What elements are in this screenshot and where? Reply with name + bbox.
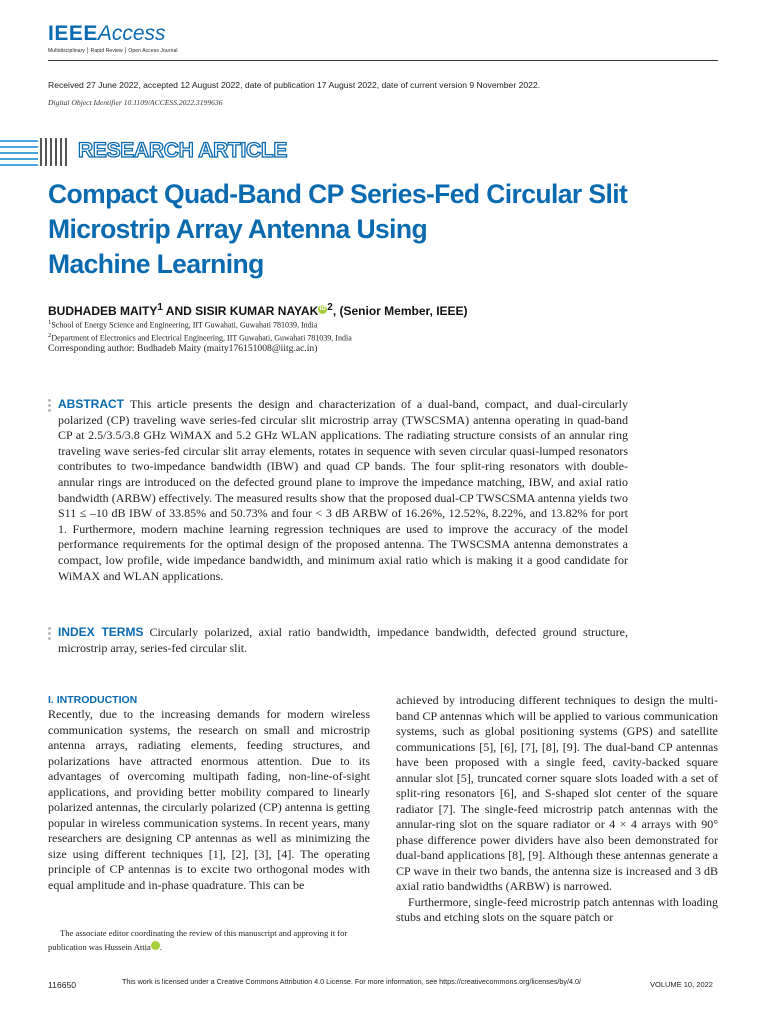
- editor-footnote: The associate editor coordinating the review of this manuscript and approving it for publication was Hussein Attia iD.: [48, 928, 348, 952]
- body-paragraph: achieved by introducing different techniques to design the multi-band CP antennas which will be applied to various communication systems, such as global positioning systems (GPS) and satellite communications [5], [6], [7], [8], [9]. The dual-band CP antennas have been proposed with a single feed, cavity-backed square annular slot [5], truncated corner square slots loaded with a set of split-ring resonators [6], and S-shaped slot center of the square radiator [7]. The single-feed microstrip patch antennas with the annular-ring slot on the square radiator or 4 × 4 arrays with 90° phase difference power dividers have also been demonstrated for dual-band applications [8], [9]. Although these antennas generate a CP wave in their two bands, the antenna size is increased and 3 dB axial ratio bandwidths (ARBW) is narrowed.: [396, 693, 718, 893]
- journal-name-bold: IEEE: [48, 22, 98, 45]
- affiliations: [48, 318, 352, 343]
- abstract-dots-icon: [48, 399, 51, 414]
- affiliation-marker: 1: [157, 302, 163, 313]
- doi-line: Digital Object Identifier 10.1109/ACCESS.2022.3199636: [48, 98, 223, 107]
- body-paragraph: Furthermore, single-feed microstrip patch antennas with loading stubs and etching slots on the square patch or: [396, 894, 718, 924]
- corresponding-author: Corresponding author: Budhadeb Maity (maity176151008@iitg.ac.in): [48, 343, 318, 354]
- left-column: [48, 693, 370, 893]
- license-notice[interactable]: This work is licensed under a Creative Commons Attribution 4.0 License. For more information, see https://creativecommons.org/licenses/by/4.0/: [122, 977, 582, 986]
- section-heading: I. INTRODUCTION: [48, 694, 138, 706]
- affiliation-item: [48, 331, 352, 344]
- author-name: BUDHADEB MAITY: [48, 304, 158, 318]
- abstract: [58, 397, 628, 584]
- author-membership: , (Senior Member, IEEE): [332, 304, 468, 318]
- abstract-label: ABSTRACT: [58, 397, 124, 411]
- index-terms: [58, 625, 628, 656]
- affiliation-item: [48, 318, 352, 331]
- footnote-text: The associate editor coordinating the review of this manuscript and approving it for publication was Hussein Attia: [48, 928, 348, 952]
- body-paragraph: Recently, due to the increasing demands for modern wireless communication systems, the research on small and microstrip antenna arrays, radiating elements, feeding structures, and polarizations have attracted enormous attention. Due to its advantages of overcoming multipath fading, non-line-of-sight applications, and providing better mobility compared to linearly polarized antennas, the circularly polarized (CP) antenna is getting popular in wireless communication systems. In recent years, many researchers are designing CP antennas as well as minimizing the size using different techniques [1], [2], [3], [4]. The operating principle of CP antennas is to excite two orthogonal modes with equal amplitude and in-phase quadrature. This can be: [48, 707, 370, 892]
- received-dates: Received 27 June 2022, accepted 12 August 2022, date of publication 17 August 2022, date of current version 9 November 2022.: [48, 80, 541, 90]
- title-line: Machine Learning: [48, 249, 264, 279]
- journal-tagline: Multidisciplinary ⎮ Rapid Review ⎮ Open Access Journal: [48, 48, 178, 54]
- page-number: 116650: [48, 980, 77, 990]
- header-divider: [48, 60, 718, 61]
- affiliation-number: 2: [48, 331, 52, 339]
- volume-info: VOLUME 10, 2022: [650, 980, 713, 989]
- orcid-icon[interactable]: iD: [319, 306, 326, 312]
- orcid-icon[interactable]: iD: [151, 941, 160, 950]
- abstract-text: This article presents the design and characterization of a dual-band, compact, and dual-circularly polarized (CP) traveling wave series-fed circular slit microstrip array (TWSCSMA) antenna operating in quad-band CP at 2.5/3.5/3.8 GHz WiMAX and 5.2 GHz WLAN applications. The radiating structure consists of an annular ring traveling wave series-fed circular slit array elements, rotates in sequence with seven circular quasi-lumped resonators contributes to two-impedance bandwidth (IBW) and quad CP bands. The four split-ring resonators with double-annular rings are introduced on the defected ground plane to improve the impedance matching, IBW, and axial ratio bandwidth (ARBW) effectively. The measured results show that the proposed dual-CP TWSCSMA antenna yields two S11 ≤ –10 dB IBW of 33.85% and 50.73% and four < 3 dB ARBW of 16.26%, 12.52%, 8.22%, and 13.82% for port 1. Furthermore, modern machine learning regression techniques are used to improve the accuracy of the model performance requirements for the optimal design of the proposed antenna. The TWSCSMA antenna demonstrates a compact, low profile, wide impedance bandwidth, and minimum axial ratio which is making it a good candidate for WiMAX and WLAN applications.: [58, 397, 628, 583]
- article-type-banner: RESEARCH ARTICLE: [78, 139, 288, 162]
- affiliation-number: 1: [48, 319, 52, 326]
- title-line: Compact Quad-Band CP Series-Fed Circular Slit: [48, 179, 628, 209]
- journal-name-italic: Access: [97, 22, 166, 45]
- banner-lines-graphic: [0, 136, 70, 168]
- paper-title: [48, 177, 648, 282]
- affiliation-marker: 2: [327, 302, 333, 313]
- journal-logo: [48, 22, 178, 54]
- author-line: [48, 302, 468, 318]
- author-name: AND SISIR KUMAR NAYAK: [162, 304, 319, 318]
- index-terms-label: INDEX TERMS: [58, 625, 144, 639]
- index-terms-text: Circularly polarized, axial ratio bandwidth, impedance bandwidth, defected ground structure, microstrip array, series-fed circular slit.: [58, 625, 629, 655]
- right-column: [396, 693, 718, 926]
- title-line: Microstrip Array Antenna Using: [48, 214, 428, 244]
- affiliation-text: School of Energy Science and Engineering, IIT Guwahati, Guwahati 781039, India: [51, 320, 318, 330]
- index-terms-dots-icon: [48, 627, 51, 642]
- affiliation-text: Department of Electronics and Electrical Engineering, IIT Guwahati, Guwahati 781039, India: [51, 333, 352, 343]
